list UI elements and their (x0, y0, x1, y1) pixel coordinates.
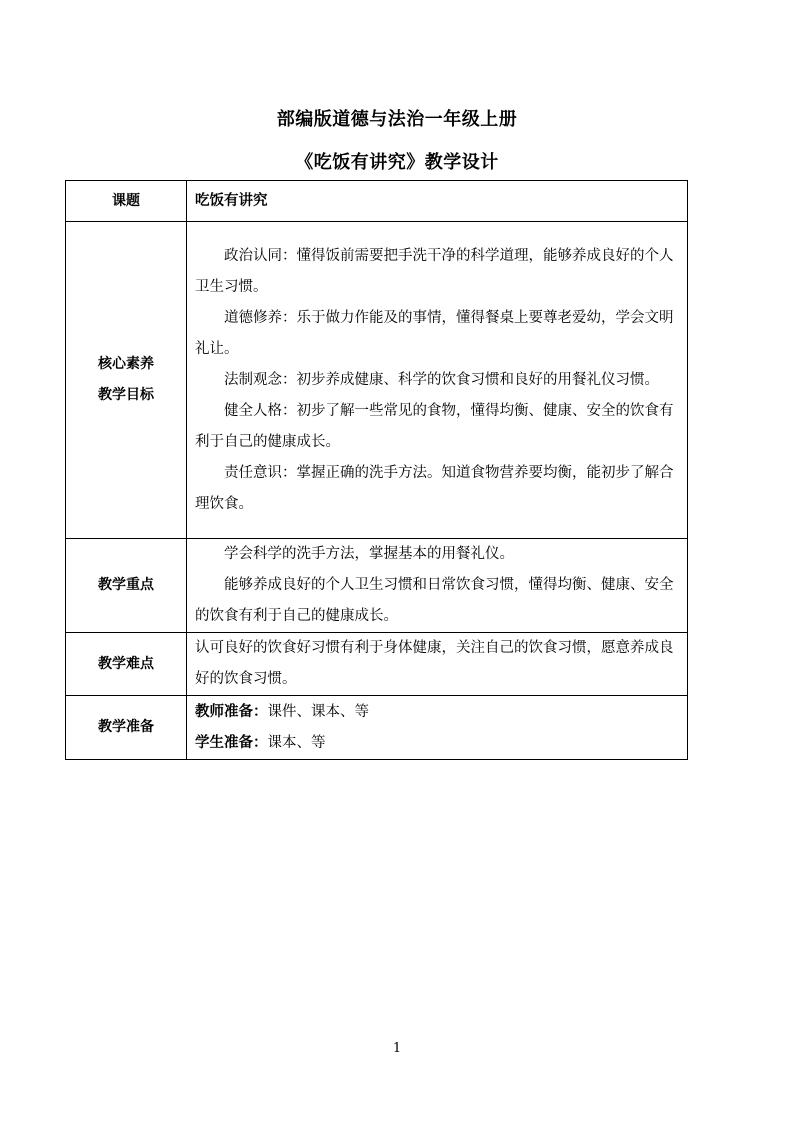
document-subtitle: 《吃饭有讲究》教学设计 (295, 152, 499, 173)
goal-political: 政治认同：懂得饭前需要把手洗干净的科学道理，能够养成良好的个人卫生习惯。 (195, 247, 674, 295)
teacher-preparation-label: 教师准备： (195, 703, 268, 720)
preparation-label: 教学准备 (66, 696, 187, 760)
table-row-preparation (66, 696, 688, 760)
topic-text: 吃饭有讲究 (195, 192, 268, 209)
student-preparation-value: 课本、等 (267, 734, 326, 751)
student-preparation (195, 728, 681, 759)
key-point-2: 能够养成良好的个人卫生习惯和日常饮食习惯，懂得均衡、健康、安全的饮食有利于自己的健康成长。 (195, 577, 674, 624)
goal-moral: 道德修养：乐于做力作能及的事情，懂得餐桌上要尊老爱幼，学会文明礼让。 (195, 309, 674, 357)
goal-law: 法制观念：初步养成健康、科学的饮食习惯和良好的用餐礼仪习惯。 (224, 371, 659, 388)
table-row-difficulties (66, 633, 688, 696)
goals-content (187, 222, 688, 539)
preparation-content (187, 696, 688, 760)
topic-value (187, 181, 688, 222)
key-points-label: 教学重点 (66, 539, 187, 633)
student-preparation-label: 学生准备： (195, 734, 268, 751)
key-points-content (187, 539, 688, 633)
goal-personality: 健全人格：初步了解一些常见的食物，懂得均衡、健康、安全的饮食有利于自己的健康成长。 (195, 402, 674, 450)
table-row-topic (66, 181, 688, 222)
table-row-goals (66, 222, 688, 539)
key-point-1: 学会科学的洗手方法，掌握基本的用餐礼仪。 (224, 546, 514, 562)
difficulties-content (187, 633, 688, 696)
difficulties-label: 教学难点 (66, 633, 187, 696)
goals-label-line1: 核心素养 (98, 356, 154, 372)
document-title: 部编版道德与法治一年级上册 (276, 109, 518, 130)
teacher-preparation (195, 697, 681, 728)
table-row-key-points (66, 539, 688, 633)
goal-responsibility: 责任意识：掌握正确的洗手方法。知道食物营养要均衡，能初步了解合理饮食。 (195, 464, 674, 512)
lesson-plan-table (65, 180, 688, 760)
difficulties-text: 认可良好的饮食好习惯有利于身体健康，关注自己的饮食习惯，愿意养成良好的饮食习惯。 (195, 640, 674, 687)
goals-label-line2: 教学目标 (98, 387, 154, 403)
topic-label: 课题 (66, 181, 187, 222)
page-number: 1 (392, 1041, 402, 1056)
teacher-preparation-value: 课件、课本、等 (267, 703, 369, 720)
goals-label (66, 222, 187, 539)
